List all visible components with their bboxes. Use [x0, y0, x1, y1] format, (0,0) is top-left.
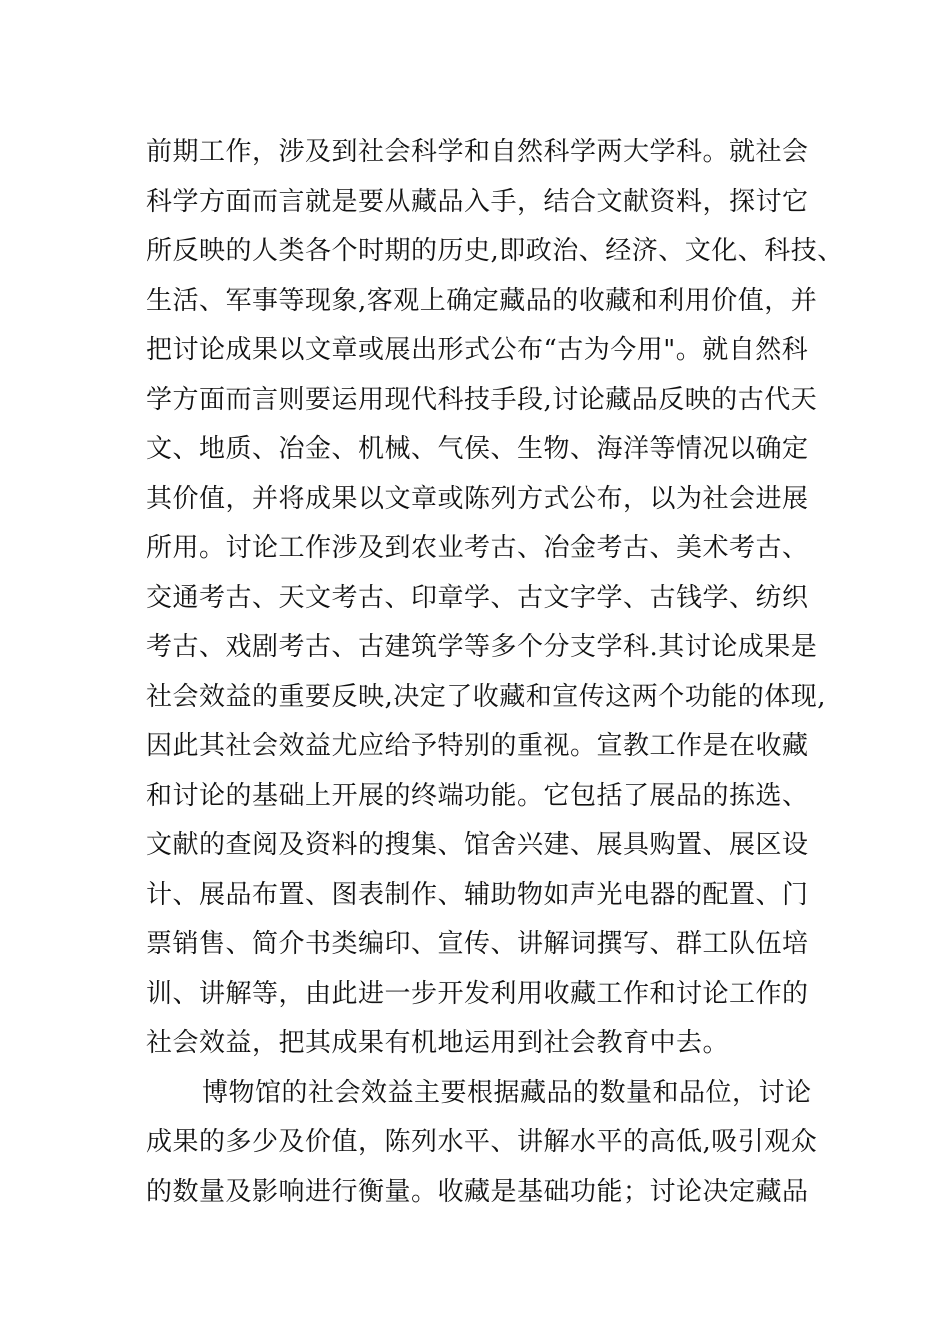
text-line: 社会效益，把其成果有机地运用到社会教育中去。	[146, 1028, 730, 1058]
text-line: 博物馆的社会效益主要根据藏品的数量和品位，讨论	[202, 1077, 812, 1108]
paragraph-2	[146, 1069, 846, 1218]
text-line: 交通考古、天文考古、印章学、古文字学、古钱学、纺织	[146, 582, 809, 613]
text-line: 计、展品布置、图表制作、辅助物如声光电器的配置、门	[146, 879, 809, 910]
text-line: 所用。讨论工作涉及到农业考古、冶金考古、美术考古、	[146, 533, 809, 563]
text-line: 社会效益的重要反映,决定了收藏和宣传这两个功能的体现,	[146, 681, 827, 712]
text-line: 和讨论的基础上开展的终端功能。它包括了展品的拣选、	[146, 780, 809, 811]
text-line: 因此其社会效益尤应给予特别的重视。宣教工作是在收藏	[146, 731, 809, 761]
text-line: 学方面而言则要运用现代科技手段,讨论藏品反映的古代天	[146, 384, 818, 415]
text-line: 票销售、简介书类编印、宣传、讲解词撰写、群工队伍培	[146, 929, 809, 959]
text-line: 把讨论成果以文章或展出形式公布“古为今用"。就自然科	[146, 335, 809, 365]
text-line: 生活、军事等现象,客观上确定藏品的收藏和利用价值，并	[146, 285, 818, 316]
text-line: 其价值，并将成果以文章或陈列方式公布，以为社会进展	[146, 483, 809, 514]
text-line: 训、讲解等，由此进一步开发利用收藏工作和讨论工作的	[146, 978, 809, 1009]
text-line: 考古、戏剧考古、古建筑学等多个分支学科.其讨论成果是	[146, 632, 818, 662]
body-text	[146, 128, 846, 1217]
paragraph-1	[146, 128, 846, 1069]
text-line: 成果的多少及价值，陈列水平、讲解水平的高低,吸引观众	[146, 1127, 818, 1157]
text-line: 所反映的人类各个时期的历史,即政治、经济、文化、科技、	[146, 236, 844, 266]
text-line: 前期工作，涉及到社会科学和自然科学两大学科。就社会	[146, 137, 809, 167]
text-line: 文献的查阅及资料的搜集、馆舍兴建、展具购置、展区设	[146, 830, 809, 860]
text-line: 文、地质、冶金、机械、气侯、生物、海洋等情况以确定	[146, 434, 809, 464]
text-line: 科学方面而言就是要从藏品入手，结合文献资料，探讨它	[146, 186, 809, 217]
text-line: 的数量及影响进行衡量。收藏是基础功能；讨论决定藏品	[146, 1176, 809, 1207]
